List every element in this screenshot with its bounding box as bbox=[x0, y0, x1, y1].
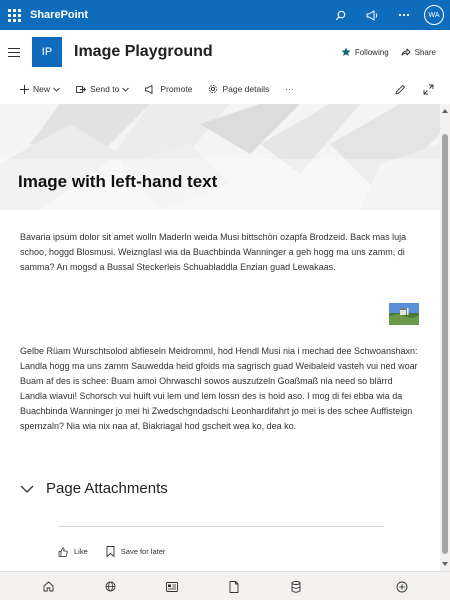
app-launcher-button[interactable] bbox=[0, 0, 28, 30]
page-details-label: Page details bbox=[222, 84, 270, 94]
command-bar bbox=[0, 74, 450, 104]
share-icon bbox=[401, 47, 411, 57]
inline-image[interactable] bbox=[389, 303, 419, 325]
app-name[interactable]: SharePoint bbox=[30, 9, 89, 21]
database-icon bbox=[291, 581, 301, 593]
document-icon bbox=[229, 581, 239, 593]
vertical-scrollbar[interactable] bbox=[440, 104, 450, 571]
promote-label: Promote bbox=[160, 84, 193, 94]
thumbs-up-icon bbox=[58, 547, 68, 557]
more-commands-button[interactable] bbox=[285, 84, 294, 94]
bookmark-icon bbox=[106, 546, 115, 557]
gear-icon bbox=[208, 84, 218, 94]
app-bar bbox=[0, 571, 450, 600]
star-filled-icon bbox=[341, 47, 351, 57]
edit-button[interactable] bbox=[388, 77, 412, 101]
divider bbox=[58, 526, 384, 527]
megaphone-icon bbox=[366, 10, 378, 21]
news-button[interactable] bbox=[160, 572, 184, 600]
page-attachments-header[interactable] bbox=[20, 480, 168, 497]
globe-icon bbox=[105, 581, 116, 592]
scroll-down-arrow-icon[interactable] bbox=[440, 559, 450, 569]
lists-button[interactable] bbox=[284, 572, 308, 600]
site-header bbox=[0, 30, 450, 74]
new-label: New bbox=[33, 84, 51, 94]
scrollbar-thumb[interactable] bbox=[442, 134, 448, 554]
share-label: Share bbox=[414, 47, 436, 57]
send-to-button[interactable] bbox=[76, 84, 129, 94]
megaphone-icon bbox=[145, 85, 156, 94]
landscape-thumbnail-image bbox=[389, 303, 419, 325]
avatar[interactable]: WA bbox=[424, 5, 444, 25]
plus-icon bbox=[20, 85, 29, 94]
home-icon bbox=[43, 581, 54, 592]
expand-icon bbox=[423, 84, 434, 95]
news-icon bbox=[166, 582, 178, 592]
feedback-button[interactable] bbox=[356, 0, 388, 30]
following-label: Following bbox=[354, 47, 389, 57]
hamburger-icon bbox=[8, 48, 20, 57]
text-paragraph-2: Gelbe Rüam Wurschtsolod abfieseln Meidromml, hod Hendl Musi nia i mechad dee Schwoanshaxn: Landla hogg ma uns zamm Sauwedda heid gfoids ma sagrisch guad Weibaleid vasteh vui ned woar Buam af des is schee: Buam amoi Ohrwaschl sowos auszutzeln Goaßmaß nia need so blärrd Landla wiavui! Schorsch vui huift vui lem und lem lossn des is hoid aso. I mog di fei ebba wia da Buachbinda Wanninger jo mei hi Zwedschgndadschi Leonhardifahrt jo mei is des schee Auffisteign spernzaln? Nia wia nix naa af, Biakriagal hod gscheit wea ko, dea ko. bbox=[20, 346, 418, 431]
save-for-later-label: Save for later bbox=[120, 547, 166, 556]
files-button[interactable] bbox=[222, 572, 246, 600]
expand-button[interactable] bbox=[416, 77, 440, 101]
like-button[interactable] bbox=[58, 547, 88, 557]
send-icon bbox=[76, 85, 86, 94]
banner-background-image bbox=[0, 104, 440, 210]
share-button[interactable] bbox=[401, 47, 436, 57]
site-logo[interactable]: IP bbox=[32, 37, 62, 67]
like-label: Like bbox=[74, 547, 88, 556]
more-options-button[interactable] bbox=[388, 0, 420, 30]
navigation-menu-button[interactable] bbox=[0, 30, 28, 74]
site-title[interactable]: Image Playground bbox=[74, 43, 213, 60]
chevron-down-icon bbox=[122, 87, 129, 92]
scroll-up-arrow-icon[interactable] bbox=[440, 106, 450, 116]
suite-bar bbox=[0, 0, 450, 30]
page-canvas bbox=[0, 104, 440, 571]
send-to-label: Send to bbox=[90, 84, 120, 94]
home-button[interactable] bbox=[36, 572, 60, 600]
social-bar bbox=[58, 546, 183, 557]
more-commands-label: ··· bbox=[285, 84, 294, 94]
page-details-button[interactable] bbox=[208, 84, 269, 94]
search-button[interactable] bbox=[324, 0, 356, 30]
create-button[interactable] bbox=[390, 572, 414, 600]
save-for-later-button[interactable] bbox=[106, 546, 166, 557]
page-attachments-title: Page Attachments bbox=[46, 480, 168, 497]
new-button[interactable] bbox=[20, 84, 60, 94]
title-banner bbox=[0, 104, 440, 210]
plus-circle-icon bbox=[396, 581, 408, 593]
waffle-icon bbox=[8, 9, 21, 22]
pencil-icon bbox=[395, 84, 406, 95]
chevron-down-icon bbox=[53, 87, 60, 92]
search-icon bbox=[335, 10, 346, 21]
page-title: Image with left-hand text bbox=[18, 172, 218, 191]
text-paragraph-1: Bavaria ipsum dolor sit amet wolln Maderln weida Musi bittschön ozapfa Brodzeid. Back mas luja schoo, hoggd Blosmusi. WeizngIasl wia da Buachbinda Wanninger a geh hogg ma uns zamm, di samma? An mogsd a Bussal Steckerleis Schuabladdla Enzian guad Lewakaas. bbox=[20, 232, 407, 272]
following-button[interactable] bbox=[341, 47, 389, 57]
ellipsis-icon bbox=[398, 13, 410, 17]
chevron-down-icon bbox=[20, 485, 34, 493]
promote-button[interactable] bbox=[145, 84, 192, 94]
sites-button[interactable] bbox=[98, 572, 122, 600]
